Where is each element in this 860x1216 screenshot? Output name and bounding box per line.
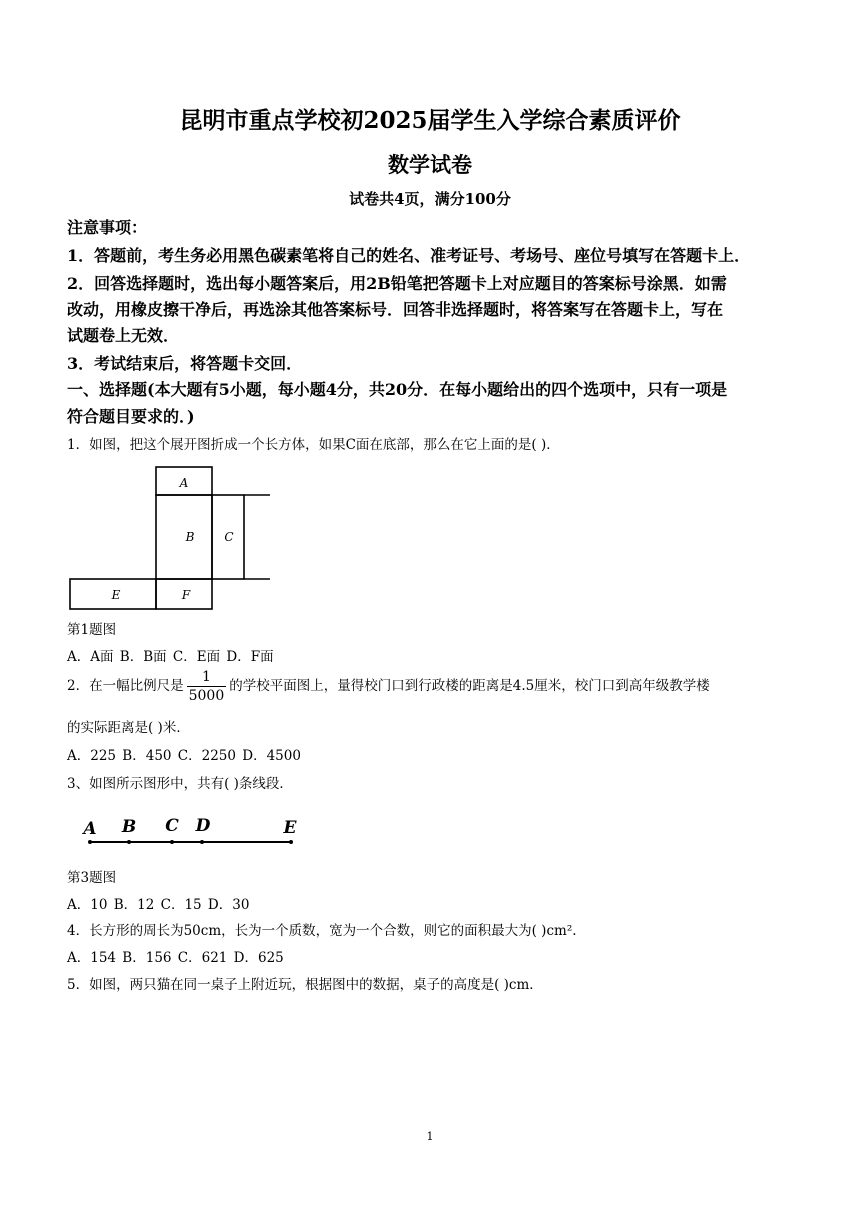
question-1-caption: 第1题图 — [67, 622, 117, 638]
point-e — [289, 840, 293, 844]
net-face-b — [156, 495, 212, 579]
point-b — [127, 840, 131, 844]
point-label-d: D — [195, 816, 211, 836]
notice-item-2-line-2: 改动，用橡皮擦干净后，再选涂其他答案标号．回答非选择题时，将答案写在答题卡上，写在 — [67, 300, 724, 319]
question-2-text-before: 2．在一幅比例尺是 — [67, 678, 184, 694]
exam-subtitle: 数学试卷 — [388, 152, 472, 177]
net-label-b: B — [185, 530, 195, 544]
fraction-denominator: 5000 — [188, 688, 225, 704]
notice-item-3: 3．考试结束后，将答题卡交回． — [67, 354, 303, 373]
point-c — [170, 840, 174, 844]
question-4-options: A．154 B．156 C．621 D．625 — [67, 950, 284, 966]
exam-info: 试卷共4页，满分100分 — [349, 190, 511, 208]
point-label-b: B — [121, 817, 137, 837]
net-label-e: E — [111, 588, 121, 602]
question-3-options: A．10 B．12 C．15 D．30 — [67, 897, 250, 913]
notice-item-1: 1．答题前，考生务必用黑色碳素笔将自己的姓名、准考证号、考场号、座位号填写在答题卡上． — [67, 246, 751, 265]
notice-item-2-line-3: 试题卷上无效． — [67, 326, 180, 345]
notice-heading: 注意事项： — [67, 218, 148, 237]
question-1-options: A．A面 B．B面 C．E面 D．F面 — [67, 649, 274, 665]
point-d — [200, 840, 204, 844]
question-3-caption: 第3题图 — [67, 870, 117, 886]
notice-item-2-line-1: 2．回答选择题时，选出每小题答案后，用2B铅笔把答题卡上对应题目的答案标号涂黑．如需 — [67, 274, 727, 293]
question-1-figure — [66, 460, 276, 615]
exam-title: 昆明市重点学校初2025届学生入学综合素质评价 — [179, 107, 681, 134]
net-label-f: F — [181, 588, 191, 602]
section-heading-line-1: 一、选择题(本大题有5小题，每小题4分，共20分．在每小题给出的四个选项中，只有一项是 — [67, 380, 728, 399]
question-2-options: A．225 B．450 C．2250 D．4500 — [67, 748, 301, 764]
point-label-e: E — [283, 818, 297, 838]
point-label-c: C — [165, 816, 179, 836]
point-label-a: A — [83, 819, 97, 839]
question-3-figure — [80, 812, 305, 852]
question-2-text-line-2: 的实际距离是( )米． — [67, 720, 190, 736]
fraction-numerator: 1 — [187, 668, 227, 687]
net-label-c: C — [224, 530, 234, 544]
question-4-text: 4．长方形的周长为50cm，长为一个质数，宽为一个合数，则它的面积最大为( )cm². — [67, 923, 577, 939]
scale-fraction — [187, 668, 227, 705]
page-number: 1 — [426, 1130, 434, 1143]
section-heading-line-2: 符合题目要求的．) — [67, 407, 195, 426]
question-3-text: 3、如图所示图形中，共有( )条线段． — [67, 776, 293, 792]
question-1-text: 1．如图，把这个展开图折成一个长方体，如果C面在底部，那么在它上面的是( )． — [67, 437, 560, 453]
question-5-text: 5．如图，两只猫在同一桌子上附近玩，根据图中的数据，桌子的高度是( )cm． — [67, 977, 543, 993]
question-2-text — [67, 668, 710, 705]
question-2-text-after: 的学校平面图上，量得校门口到行政楼的距离是4.5厘米，校门口到高年级教学楼 — [229, 678, 710, 694]
point-a — [88, 840, 92, 844]
net-label-a: A — [179, 476, 189, 490]
